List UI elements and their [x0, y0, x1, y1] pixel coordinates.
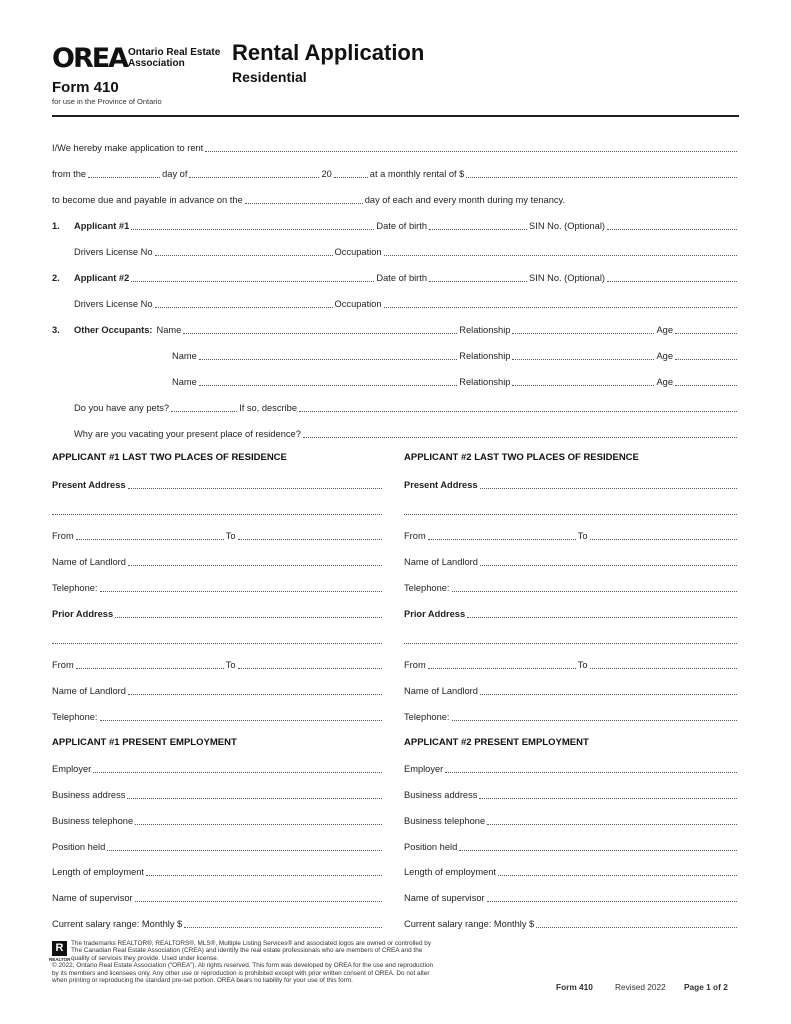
occupant-relationship-label: Relationship — [459, 377, 511, 387]
footer-line-6: when printing or reproducing the standard pre-set portion. OREA bears no liability for your use of this form. — [52, 977, 353, 985]
occupant-1-age-field[interactable] — [675, 332, 737, 334]
occupant-2-name-field[interactable] — [199, 358, 457, 360]
a2-supervisor-field[interactable] — [487, 900, 737, 902]
vacating-line — [74, 426, 739, 440]
page-title: Rental Application — [232, 40, 425, 65]
occupant-age-label: Age — [656, 351, 673, 361]
a2-present-address-line-2 — [404, 503, 739, 517]
vacating-question: Why are you vacating your present place of residence? — [74, 429, 301, 439]
sin-label: SIN No. (Optional) — [529, 221, 605, 231]
applicant-2-license-field[interactable] — [155, 306, 333, 308]
a1-salary-line — [52, 916, 384, 930]
telephone-label: Telephone: — [404, 712, 450, 722]
a1-business-telephone-field[interactable] — [135, 823, 382, 825]
occupant-row-2 — [172, 348, 739, 362]
due-label: to become due and payable in advance on the — [52, 195, 243, 205]
sin-label: SIN No. (Optional) — [529, 273, 605, 283]
applicant-1-name-field[interactable] — [131, 228, 374, 230]
footer-form-number: Form 410 — [556, 982, 593, 992]
a2-present-address-field[interactable] — [480, 487, 737, 489]
a1-salary-field[interactable] — [184, 926, 382, 928]
from-label: From — [52, 531, 74, 541]
applicant-1-license-line — [74, 244, 739, 258]
a1-present-address-field[interactable] — [128, 487, 382, 489]
start-day-field[interactable] — [88, 176, 160, 178]
a2-length-field[interactable] — [498, 874, 737, 876]
applicant-1-license-field[interactable] — [155, 254, 333, 256]
a2-business-telephone-field[interactable] — [487, 823, 737, 825]
length-label: Length of employment — [404, 867, 496, 877]
license-label: Drivers License No — [74, 247, 153, 257]
applicant-1-dob-field[interactable] — [429, 228, 527, 230]
applicant-2-license-line — [74, 296, 739, 310]
logo-name-line1: Ontario Real Estate — [128, 47, 221, 58]
a2-position-field[interactable] — [459, 849, 737, 851]
occupants-label: Other Occupants: — [74, 325, 153, 335]
pets-description-field[interactable] — [299, 410, 737, 412]
a1-position-line — [52, 839, 384, 853]
applicant-1-occupation-field[interactable] — [384, 254, 737, 256]
rental-address-field[interactable] — [205, 150, 737, 152]
from-label: From — [404, 531, 426, 541]
a1-business-address-line — [52, 787, 384, 801]
a1-supervisor-field[interactable] — [135, 900, 382, 902]
page-subtitle: Residential — [232, 69, 307, 85]
salary-label: Current salary range: Monthly $ — [52, 919, 183, 929]
start-month-field[interactable] — [189, 176, 319, 178]
prior-address-label: Prior Address — [404, 609, 466, 619]
occupant-2-age-field[interactable] — [675, 358, 737, 360]
a1-prior-to-field[interactable] — [238, 667, 382, 669]
each-month-label: day of each and every month during my tenancy. — [364, 195, 566, 205]
occupant-3-name-field[interactable] — [199, 384, 457, 386]
applicant-2-dob-field[interactable] — [429, 280, 527, 282]
a2-business-address-field[interactable] — [479, 797, 737, 799]
a1-present-landlord-line — [52, 554, 384, 568]
form-scope: for use in the Province of Ontario — [52, 97, 162, 106]
orea-logo-mark: OREA — [52, 43, 128, 74]
a2-business-telephone-line — [404, 813, 739, 827]
occupant-name-label: Name — [156, 325, 182, 335]
a2-employer-line — [404, 761, 739, 775]
pets-describe-label: If so, describe — [239, 403, 297, 413]
telephone-label: Telephone: — [404, 583, 450, 593]
orea-logo — [52, 44, 232, 74]
employer-label: Employer — [52, 764, 92, 774]
occupant-name-label: Name — [172, 377, 197, 387]
a2-prior-address-line-2 — [404, 632, 739, 646]
vacating-reason-field[interactable] — [303, 436, 737, 438]
orea-logo-name — [128, 47, 220, 69]
a1-present-dates-line — [52, 528, 384, 542]
day-of-label: day of — [162, 169, 188, 179]
a1-position-field[interactable] — [107, 849, 382, 851]
a1-prior-telephone-field[interactable] — [100, 719, 383, 721]
a2-present-landlord-field[interactable] — [480, 564, 737, 566]
a2-prior-address-field-2[interactable] — [404, 642, 737, 644]
applicant-2-name-field[interactable] — [131, 280, 374, 282]
a2-prior-telephone-line — [404, 709, 739, 723]
a1-prior-address-line-2 — [52, 632, 384, 646]
due-day-field[interactable] — [245, 202, 363, 204]
present-address-label: Present Address — [52, 480, 126, 490]
a1-prior-landlord-field[interactable] — [128, 693, 382, 695]
a2-prior-address-field[interactable] — [467, 616, 737, 618]
to-label: To — [577, 531, 588, 541]
occupant-2-relationship-field[interactable] — [512, 358, 654, 360]
salary-label: Current salary range: Monthly $ — [404, 919, 535, 929]
year-prefix-label: 20 — [321, 169, 332, 179]
a1-prior-address-line — [52, 606, 384, 620]
position-label: Position held — [52, 842, 106, 852]
footer-line-5: by its members and licensees only. Any other use or reproduction is prohibited except with prior written consent of OREA. Do not alter — [52, 969, 430, 977]
applicant-2-occupation-field[interactable] — [384, 306, 737, 308]
occupant-relationship-label: Relationship — [459, 351, 511, 361]
a2-length-line — [404, 864, 739, 878]
a1-prior-from-field[interactable] — [76, 667, 224, 669]
footer-page-number: Page 1 of 2 — [684, 982, 728, 992]
a2-prior-telephone-field[interactable] — [452, 719, 738, 721]
to-label: To — [225, 660, 236, 670]
a2-present-from-field[interactable] — [428, 538, 576, 540]
applicant-2-line — [52, 270, 739, 284]
a2-present-address-field-2[interactable] — [404, 513, 737, 515]
applicant-2-number: 2. — [52, 273, 60, 283]
footer-line-3: quality of services they provide. Used under license. — [71, 954, 219, 962]
a1-employer-line — [52, 761, 384, 775]
a2-prior-landlord-line — [404, 683, 739, 697]
a1-present-telephone-field[interactable] — [100, 590, 383, 592]
a1-prior-dates-line — [52, 657, 384, 671]
pets-question: Do you have any pets? — [74, 403, 170, 413]
business-telephone-label: Business telephone — [404, 816, 486, 826]
a2-salary-line — [404, 916, 739, 930]
from-label: From — [52, 660, 74, 670]
a2-present-to-field[interactable] — [590, 538, 737, 540]
a1-length-line — [52, 864, 384, 878]
occupation-label: Occupation — [334, 247, 382, 257]
to-label: To — [577, 660, 588, 670]
a2-prior-landlord-field[interactable] — [480, 693, 737, 695]
occupant-age-label: Age — [656, 377, 673, 387]
rental-start-line — [52, 166, 739, 180]
pets-line — [74, 400, 739, 414]
logo-name-line2: Association — [128, 58, 185, 69]
dob-label: Date of birth — [376, 273, 428, 283]
supervisor-label: Name of supervisor — [52, 893, 133, 903]
to-label: To — [225, 531, 236, 541]
a2-business-address-line — [404, 787, 739, 801]
applicant-2-residence-heading: APPLICANT #2 LAST TWO PLACES OF RESIDENCE — [404, 452, 639, 463]
a2-salary-field[interactable] — [536, 926, 737, 928]
rental-address-line — [52, 140, 739, 154]
a1-present-to-field[interactable] — [238, 538, 382, 540]
header-divider — [52, 115, 739, 117]
footer-revised: Revised 2022 — [615, 982, 666, 992]
a1-business-address-field[interactable] — [127, 797, 382, 799]
monthly-rent-field[interactable] — [466, 176, 737, 178]
landlord-label: Name of Landlord — [52, 557, 126, 567]
footer-line-2: The Canadian Real Estate Association (CREA) and identify the real estate professionals who are members of CREA and the — [71, 947, 423, 955]
from-label: From — [404, 660, 426, 670]
business-address-label: Business address — [404, 790, 478, 800]
a1-employer-field[interactable] — [93, 771, 382, 773]
occupant-1-relationship-field[interactable] — [512, 332, 654, 334]
a1-present-landlord-field[interactable] — [128, 564, 382, 566]
a2-prior-dates-line — [404, 657, 739, 671]
occupant-3-relationship-field[interactable] — [512, 384, 654, 386]
a2-position-line — [404, 839, 739, 853]
a2-supervisor-line — [404, 890, 739, 904]
a2-present-address-line — [404, 477, 739, 491]
business-address-label: Business address — [52, 790, 126, 800]
telephone-label: Telephone: — [52, 583, 98, 593]
footer-line-1: The trademarks REALTOR®, REALTORS®, MLS®, Multiple Listing Services® and associated logos are owned or controlled by — [71, 940, 432, 947]
a2-employer-field[interactable] — [445, 771, 737, 773]
apply-label: I/We hereby make application to rent — [52, 143, 204, 153]
a1-present-telephone-line — [52, 580, 384, 594]
length-label: Length of employment — [52, 867, 144, 877]
monthly-rent-label: at a monthly rental of $ — [369, 169, 465, 179]
a2-prior-to-field[interactable] — [590, 667, 737, 669]
a1-prior-address-field-2[interactable] — [52, 642, 382, 644]
license-label: Drivers License No — [74, 299, 153, 309]
a1-present-address-line — [52, 477, 384, 491]
a2-present-dates-line — [404, 528, 739, 542]
a1-present-address-field-2[interactable] — [52, 513, 382, 515]
occupation-label: Occupation — [334, 299, 382, 309]
a2-prior-from-field[interactable] — [428, 667, 576, 669]
occupant-age-label: Age — [656, 325, 673, 335]
position-label: Position held — [404, 842, 458, 852]
applicant-1-employment-heading: APPLICANT #1 PRESENT EMPLOYMENT — [52, 737, 237, 748]
a2-prior-address-line — [404, 606, 739, 620]
employer-label: Employer — [404, 764, 444, 774]
footer-line-4: © 2022, Ontario Real Estate Association (“OREA”). All rights reserved. This form was developed by OREA for the use and reproduction — [52, 962, 434, 970]
footer-legal-text — [52, 940, 552, 984]
a1-prior-address-field[interactable] — [115, 616, 382, 618]
a1-present-address-line-2 — [52, 503, 384, 517]
dob-label: Date of birth — [376, 221, 428, 231]
a1-prior-landlord-line — [52, 683, 384, 697]
applicant-2-label: Applicant #2 — [74, 273, 130, 283]
a2-present-telephone-field[interactable] — [452, 590, 738, 592]
landlord-label: Name of Landlord — [52, 686, 126, 696]
present-address-label: Present Address — [404, 480, 478, 490]
a2-present-telephone-line — [404, 580, 739, 594]
landlord-label: Name of Landlord — [404, 557, 478, 567]
business-telephone-label: Business telephone — [52, 816, 134, 826]
occupants-number: 3. — [52, 325, 60, 335]
occupant-1-name-field[interactable] — [183, 332, 457, 334]
applicant-2-sin-field[interactable] — [607, 280, 737, 282]
form-number: Form 410 — [52, 79, 119, 96]
applicant-2-employment-heading: APPLICANT #2 PRESENT EMPLOYMENT — [404, 737, 589, 748]
occupant-3-age-field[interactable] — [675, 384, 737, 386]
applicant-1-label: Applicant #1 — [74, 221, 130, 231]
occupant-row-1 — [52, 322, 739, 336]
applicant-1-residence-heading: APPLICANT #1 LAST TWO PLACES OF RESIDENCE — [52, 452, 287, 463]
a1-present-from-field[interactable] — [76, 538, 224, 540]
a1-prior-telephone-line — [52, 709, 384, 723]
realtor-logo-icon: R — [52, 941, 67, 956]
realtor-logo-caption: REALTOR — [49, 957, 71, 962]
occupant-name-label: Name — [172, 351, 197, 361]
applicant-1-sin-field[interactable] — [607, 228, 737, 230]
applicant-1-line — [52, 218, 739, 232]
a2-present-landlord-line — [404, 554, 739, 568]
a1-length-field[interactable] — [146, 874, 382, 876]
occupant-relationship-label: Relationship — [459, 325, 511, 335]
from-the-label: from the — [52, 169, 87, 179]
telephone-label: Telephone: — [52, 712, 98, 722]
supervisor-label: Name of supervisor — [404, 893, 485, 903]
occupant-row-3 — [172, 374, 739, 388]
landlord-label: Name of Landlord — [404, 686, 478, 696]
start-year-field[interactable] — [334, 176, 368, 178]
rent-due-line — [52, 192, 612, 206]
a1-supervisor-line — [52, 890, 384, 904]
prior-address-label: Prior Address — [52, 609, 114, 619]
a1-business-telephone-line — [52, 813, 384, 827]
pets-answer-field[interactable] — [171, 410, 237, 412]
applicant-1-number: 1. — [52, 221, 60, 231]
